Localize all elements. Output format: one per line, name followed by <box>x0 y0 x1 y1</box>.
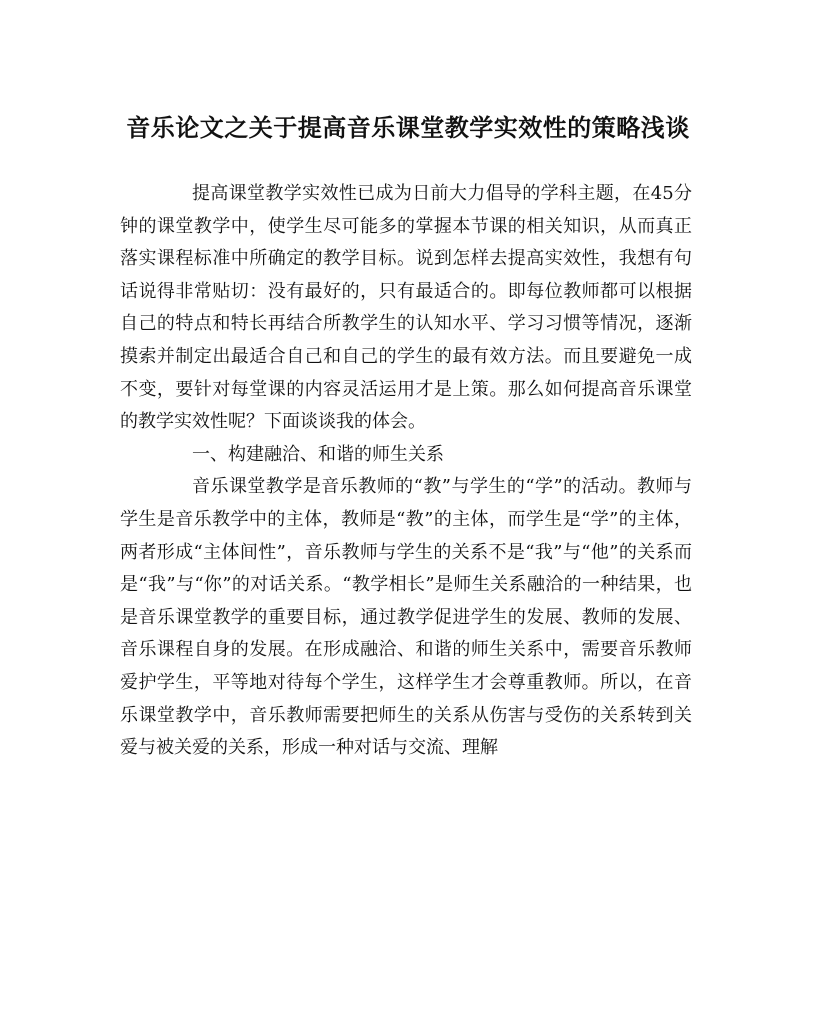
document-body <box>120 178 692 765</box>
document-title: 音乐论文之关于提高音乐课堂教学实效性的策略浅谈 <box>126 113 690 142</box>
section-heading: 一、构建融洽、和谐的师生关系 <box>192 443 444 465</box>
body-paragraph: 音乐课堂教学是音乐教师的“教”与学生的“学”的活动。教师与学生是音乐教学中的主体，教师是“教”的主体，而学生是“学”的主体，两者形成“主体间性”，音乐教师与学生的关系不是“我”与“他”的关系而是“我”与“你”的对话关系。“教学相长”是师生关系融洽的一种结果，也是音乐课堂教学的重要目标，通过教学促进学生的发展、教师的发展、音乐课程自身的发展。在形成融洽、和谐的师生关系中，需要音乐教师爱护学生，平等地对待每个学生，这样学生才会尊重教师。所以，在音乐课堂教学中，音乐教师需要把师生的关系从伤害与受伤的关系转到关爱与被关爱的关系，形成一种对话与交流、理解 <box>120 476 692 759</box>
intro-paragraph: 提高课堂教学实效性已成为日前大力倡导的学科主题，在45分钟的课堂教学中，使学生尽可能多的掌握本节课的相关知识，从而真正落实课程标准中所确定的教学目标。说到怎样去提高实效性，我想有句话说得非常贴切：没有最好的，只有最适合的。即每位教师都可以根据自己的特点和特长再结合所教学生的认知水平、学习习惯等情况，逐渐摸索并制定出最适合自己和自己的学生的最有效方法。而且要避免一成不变，要针对每堂课的内容灵活运用才是上策。那么如何提高音乐课堂的教学实效性呢？下面谈谈我的体会。 <box>120 183 692 433</box>
